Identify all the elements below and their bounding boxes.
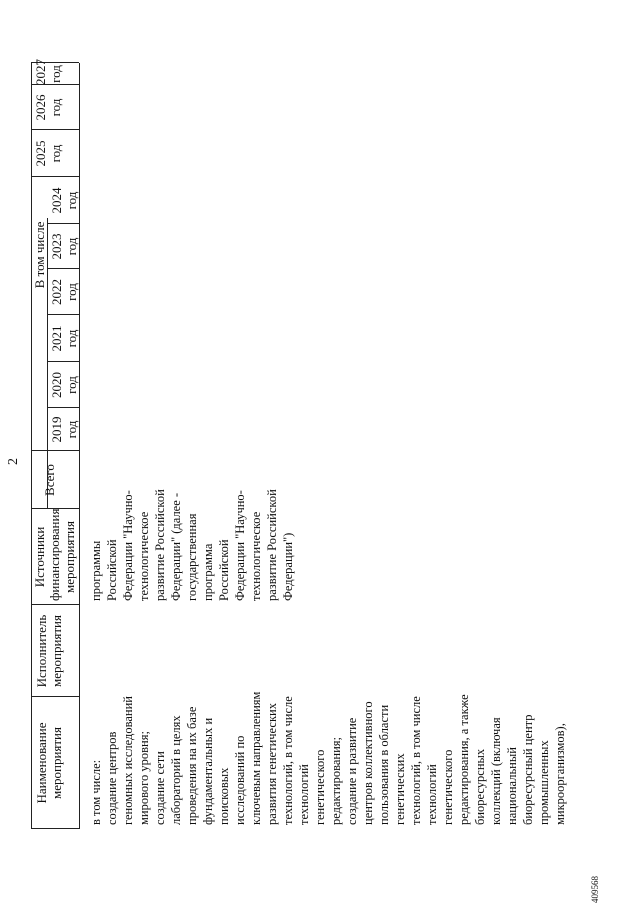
header-bottom-border (79, 63, 80, 829)
header-incl: В том числе (32, 221, 47, 289)
funding-source-line: Федерации" (далее - (169, 492, 183, 601)
measure-name-line: биоресурсных (473, 748, 487, 825)
funding-source-line: технологическое (249, 511, 263, 601)
year-header-2021 (49, 315, 79, 362)
funding-source-line: Федерации "Научно- (233, 490, 247, 601)
measure-name-line: центров коллективного (361, 701, 375, 825)
measure-name-column (88, 692, 568, 825)
document-id: 409568 (590, 876, 600, 903)
measure-name-line: генетического (441, 749, 455, 825)
year-value: 2026 (33, 94, 48, 121)
year-unit: год (64, 237, 79, 256)
measure-name-line: проведения на их базе (185, 706, 199, 825)
year-value: 2020 (49, 372, 64, 398)
funding-source-line: технологическое (137, 511, 151, 601)
year-value: 2024 (49, 187, 64, 214)
measure-name-line: мирового уровня; (137, 731, 151, 825)
col-divider-executor (31, 604, 79, 605)
funding-source-line: государственная (185, 513, 199, 601)
year-header-2026 (33, 85, 63, 130)
year-value: 2023 (49, 233, 64, 260)
measure-name-line: исследований по (233, 735, 247, 825)
table-left-border (31, 828, 79, 829)
funding-sources-column (88, 489, 296, 601)
measure-name-line: создание центров (105, 731, 119, 825)
measure-name-line: в том числе: (89, 759, 103, 825)
measure-name-line: биоресурсный центр (521, 714, 535, 825)
table-top-border (31, 63, 32, 829)
measure-name-line: развития генетических (265, 703, 279, 825)
year-value: 2019 (49, 416, 64, 443)
measure-name-line: редактирования, а также (457, 694, 471, 825)
measure-name-line: национальный (505, 747, 519, 825)
header-executor: Исполнитель мероприятия (34, 614, 64, 688)
year-unit: год (64, 420, 79, 439)
year-unit: год (48, 65, 63, 83)
measure-name-line: редактирования; (329, 737, 343, 825)
measure-name-line: создание сети (153, 751, 167, 825)
funding-source-line: Российской (217, 539, 231, 601)
funding-source-line: развитие Российской (153, 489, 167, 601)
year-unit: год (64, 283, 79, 301)
year-value: 2021 (49, 325, 64, 352)
year-unit: год (48, 98, 63, 117)
year-header-2024 (49, 177, 79, 224)
year-value: 2027 (33, 59, 48, 85)
measure-name-line: генетических (393, 753, 407, 825)
year-header-2020 (49, 362, 79, 408)
measure-name-line: микроорганизмов), (553, 723, 567, 825)
year-unit: год (64, 191, 79, 210)
year-header-2022 (49, 269, 79, 315)
measure-name-line: создание и развитие (345, 717, 359, 825)
measure-name-line: лабораторий в целях (169, 715, 183, 825)
funding-source-line: Федерации") (281, 532, 295, 601)
funding-source-line: Российской (105, 539, 119, 601)
funding-source-line: развитие Российской (265, 489, 279, 601)
page-number: 2 (6, 458, 21, 465)
measure-name-line: генетического (313, 749, 327, 825)
measure-name-line: фундаментальных и (201, 717, 215, 825)
year-header-2019 (49, 408, 79, 451)
year-header-2023 (49, 224, 79, 269)
measure-name-line: ключевым направлениям (249, 691, 263, 825)
year-unit: год (64, 376, 79, 394)
measure-name-line: коллекций (включая (489, 717, 503, 825)
year-value: 2025 (33, 140, 48, 167)
funding-source-line: программы (89, 540, 103, 601)
measure-name-line: поисковых (217, 767, 231, 825)
funding-source-line: Федерации "Научно- (121, 490, 135, 601)
header-name: Наименование мероприятия (34, 722, 64, 804)
measure-name-line: геномных исследований (121, 696, 135, 825)
year-header-2025 (33, 130, 63, 177)
header-sources: Источники финансирования мероприятия (32, 508, 77, 601)
year-unit: год (48, 144, 63, 163)
year-value: 2022 (49, 279, 64, 305)
year-unit: год (64, 329, 79, 348)
funding-source-line: программа (201, 543, 215, 601)
col-divider-name (31, 696, 79, 697)
measure-name-line: пользования в области (377, 704, 391, 825)
measure-name-line: технологий, в том числе (409, 696, 423, 825)
measure-name-line: технологий (297, 764, 311, 825)
measure-name-line: технологий (425, 764, 439, 825)
measure-name-line: промышленных (537, 740, 551, 825)
year-header-2027 (33, 59, 63, 85)
measure-name-line: технологий, в том числе (281, 696, 295, 825)
header-total: Всего (42, 464, 57, 496)
